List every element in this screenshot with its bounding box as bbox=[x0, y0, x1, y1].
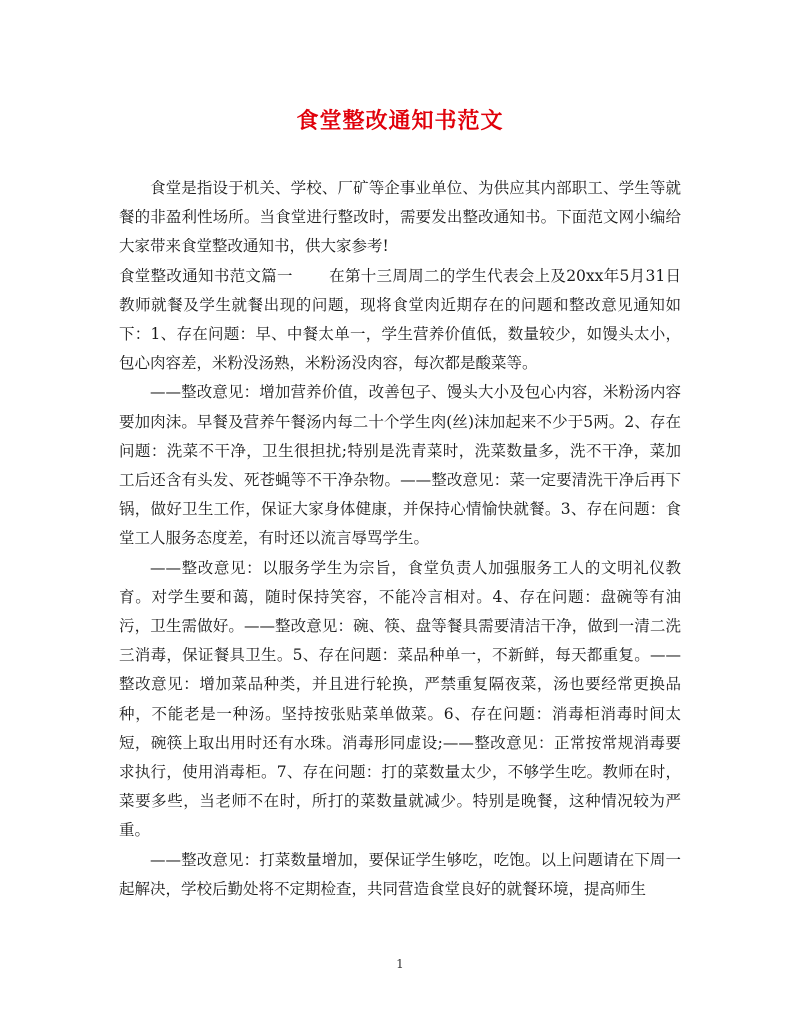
rectification-paragraph-4: ——整改意见：打菜数量增加，要保证学生够吃，吃饱。以上问题请在下周一起解决，学校后勤处将不定期检查，共同营造食堂良好的就餐环境，提高师生 bbox=[119, 850, 681, 898]
rectification-paragraph-3: ——整改意见：以服务学生为宗旨，食堂负责人加强服务工人的文明礼仪教育。对学生要和蔼，随时保持笑容，不能冷言相对。4、存在问题：盘碗等有油污，卫生需做好。——整改意见：碗、筷、盘等餐具需要清洁干净，做到一清二洗三消毒，保证餐具卫生。5、存在问题：菜品种单一，不新鲜，每天都重复。——整改意见：增加菜品种类，并且进行轮换，严禁重复隔夜菜，汤也要经常更换品种，不能老是一种汤。坚持按张贴菜单做菜。6、存在问题：消毒柜消毒时间太短，碗筷上取出用时还有水珠。消毒形同虚设;——整改意见：正常按常规消毒要求执行，使用消毒柜。7、存在问题：打的菜数量太少，不够学生吃。教师在时，菜要多些，当老师不在时，所打的菜数量就减少。特别是晚餐，这种情况较为严重。 bbox=[119, 558, 681, 840]
rectification-paragraph-2: ——整改意见：增加营养价值，改善包子、馒头大小及包心内容，米粉汤内容要加肉沫。早餐及营养午餐汤内每二十个学生肉(丝)沫加起来不少于5两。2、存在问题：洗菜不干净，卫生很担扰;特别是洗青菜时，洗菜数量多，洗不干净，菜加工后还含有头发、死苍蝇等不干净杂物。——整改意见：菜一定要清洗干净后再下锅，做好卫生工作，保证大家身体健康，并保持心情愉快就餐。3、存在问题：食堂工人服务态度差，有时还以流言辱骂学生。 bbox=[119, 383, 681, 548]
section-paragraph bbox=[119, 262, 681, 379]
section-text: 在第十三周周二的学生代表会上及20xx年5月31日教师就餐及学生就餐出现的问题，现将食堂肉近期存在的问题和整改意见通知如下：1、存在问题：早、中餐太单一，学生营养价值低，数量较少，如馒头太小，包心肉容差，米粉没汤熟，米粉汤没肉容，每次都是酸菜等。 bbox=[119, 266, 681, 373]
document-title: 食堂整改通知书范文 bbox=[296, 108, 504, 134]
section-heading: 食堂整改通知书范文篇一 bbox=[119, 266, 293, 285]
document-body bbox=[119, 174, 681, 904]
intro-paragraph: 食堂是指设于机关、学校、厂矿等企事业单位、为供应其内部职工、学生等就餐的非盈利性场所。当食堂进行整改时，需要发出整改通知书。下面范文网小编给大家带来食堂整改通知书，供大家参考! bbox=[119, 179, 681, 256]
page-number: 1 bbox=[396, 957, 404, 971]
